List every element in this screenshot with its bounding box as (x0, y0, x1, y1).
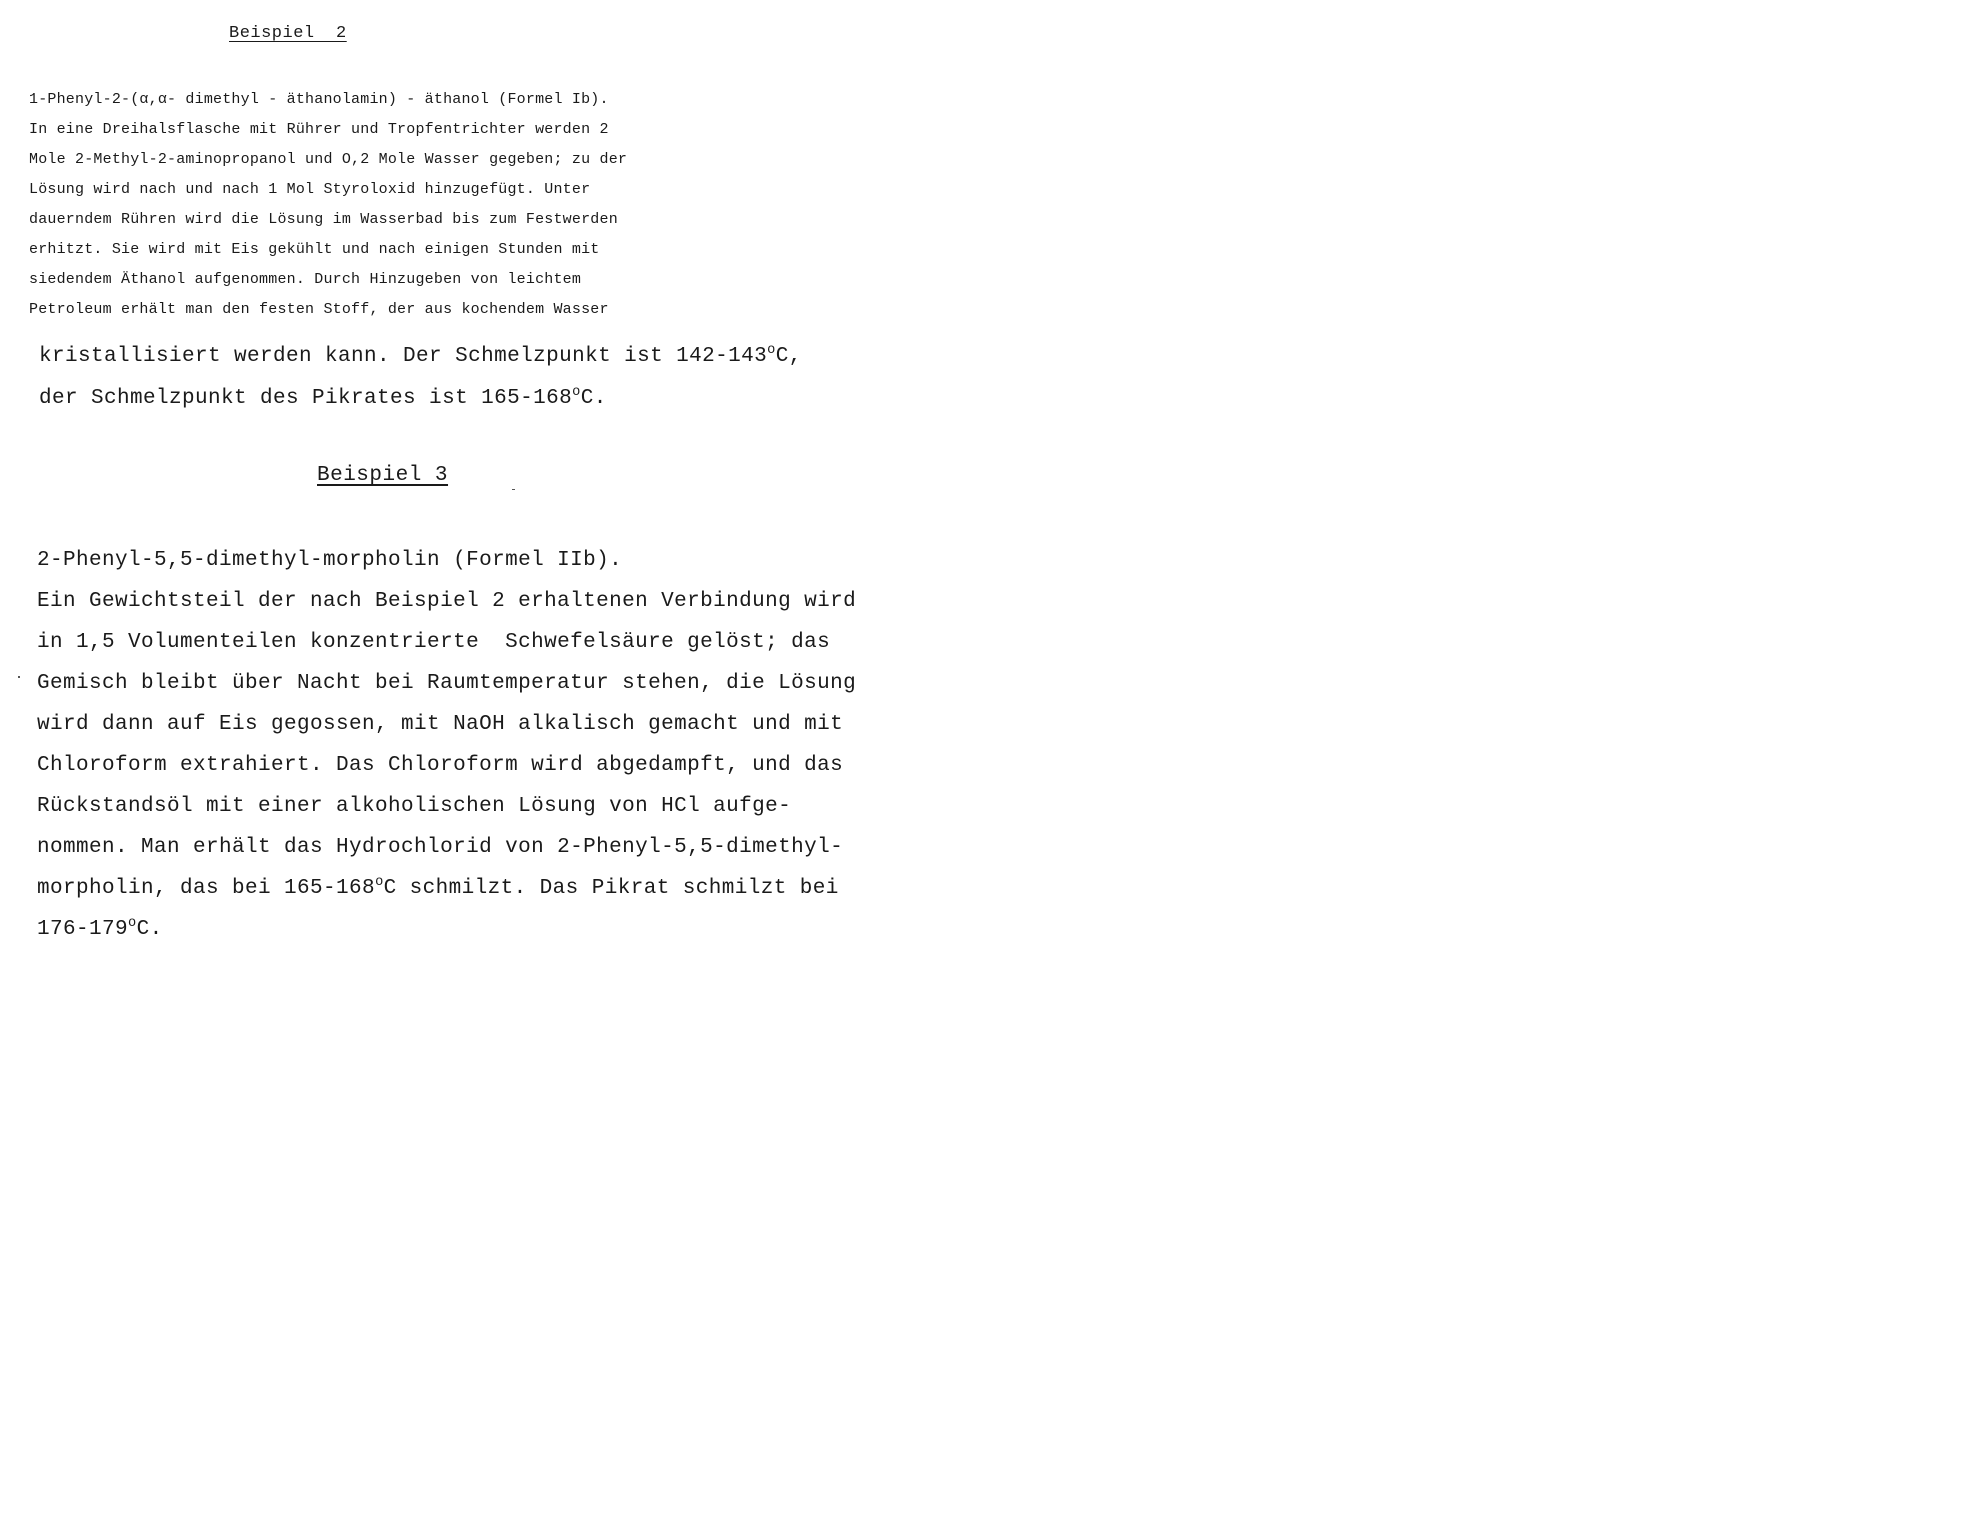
paragraph-line: 2-Phenyl-5,5-dimethyl-morpholin (Formel IIb). (37, 549, 623, 572)
degree-superscript: o (767, 342, 776, 358)
scan-speck (18, 676, 20, 678)
paragraph-line: Chloroform extrahiert. Das Chloroform wird abgedampft, und das (37, 754, 844, 777)
paragraph-line: Rückstandsöl mit einer alkoholischen Lösung von HCl aufge- (37, 795, 792, 818)
degree-superscript: o (128, 915, 137, 931)
text-run: C, (775, 345, 802, 368)
paragraph-line (37, 909, 856, 950)
paragraph-line (39, 336, 802, 378)
text-run: kristallisiert werden kann. Der Schmelzpunkt ist 142-143 (39, 345, 768, 368)
text-run: 176-179 (37, 918, 129, 941)
beispiel-3-paragraph (37, 540, 856, 950)
paragraph-line: Gemisch bleibt über Nacht bei Raumtemperatur stehen, die Lösung (37, 672, 857, 695)
paragraph-line (39, 378, 802, 420)
paragraph-line (37, 868, 856, 909)
text-run: C. (580, 387, 607, 410)
paragraph-line: Ein Gewichtsteil der nach Beispiel 2 erhaltenen Verbindung wird (37, 590, 857, 613)
paragraph-line: 1-Phenyl-2-(α,α- dimethyl - äthanolamin) - äthanol (Formel Ib). (29, 91, 609, 108)
paragraph-line: Mole 2-Methyl-2-aminopropanol und O,2 Mole Wasser gegeben; zu der (29, 151, 628, 168)
text-run: C schmilzt. Das Pikrat schmilzt bei (383, 877, 839, 900)
text-run: morpholin, das bei 165-168 (37, 877, 376, 900)
paragraph-line: In eine Dreihalsflasche mit Rührer und Tropfentrichter werden 2 (29, 121, 609, 138)
paragraph-line: erhitzt. Sie wird mit Eis gekühlt und nach einigen Stunden mit (29, 241, 600, 258)
paragraph-line: nommen. Man erhält das Hydrochlorid von 2-Phenyl-5,5-dimethyl- (37, 836, 844, 859)
paragraph-line: wird dann auf Eis gegossen, mit NaOH alkalisch gemacht und mit (37, 713, 844, 736)
paragraph-line: siedendem Äthanol aufgenommen. Durch Hinzugeben von leichtem (29, 271, 582, 288)
text-run: der Schmelzpunkt des Pikrates ist 165-168 (39, 387, 573, 410)
beispiel-2-heading: Beispiel 2 (229, 24, 347, 43)
paragraph-line: Petroleum erhält man den festen Stoff, der aus kochendem Wasser (29, 301, 609, 318)
paragraph-line: Lösung wird nach und nach 1 Mol Styroloxid hinzugefügt. Unter (29, 181, 591, 198)
paragraph-line: in 1,5 Volumenteilen konzentrierte Schwefelsäure gelöst; das (37, 631, 831, 654)
beispiel-3-heading: Beispiel 3 (317, 464, 449, 487)
paragraph-line: dauerndem Rühren wird die Lösung im Wasserbad bis zum Festwerden (29, 211, 618, 228)
beispiel-2-paragraph (29, 85, 627, 325)
text-run: C. (136, 918, 163, 941)
degree-superscript: o (375, 874, 384, 890)
degree-superscript: o (572, 384, 581, 400)
scan-speck (512, 489, 515, 490)
beispiel-2-continuation (39, 336, 802, 420)
